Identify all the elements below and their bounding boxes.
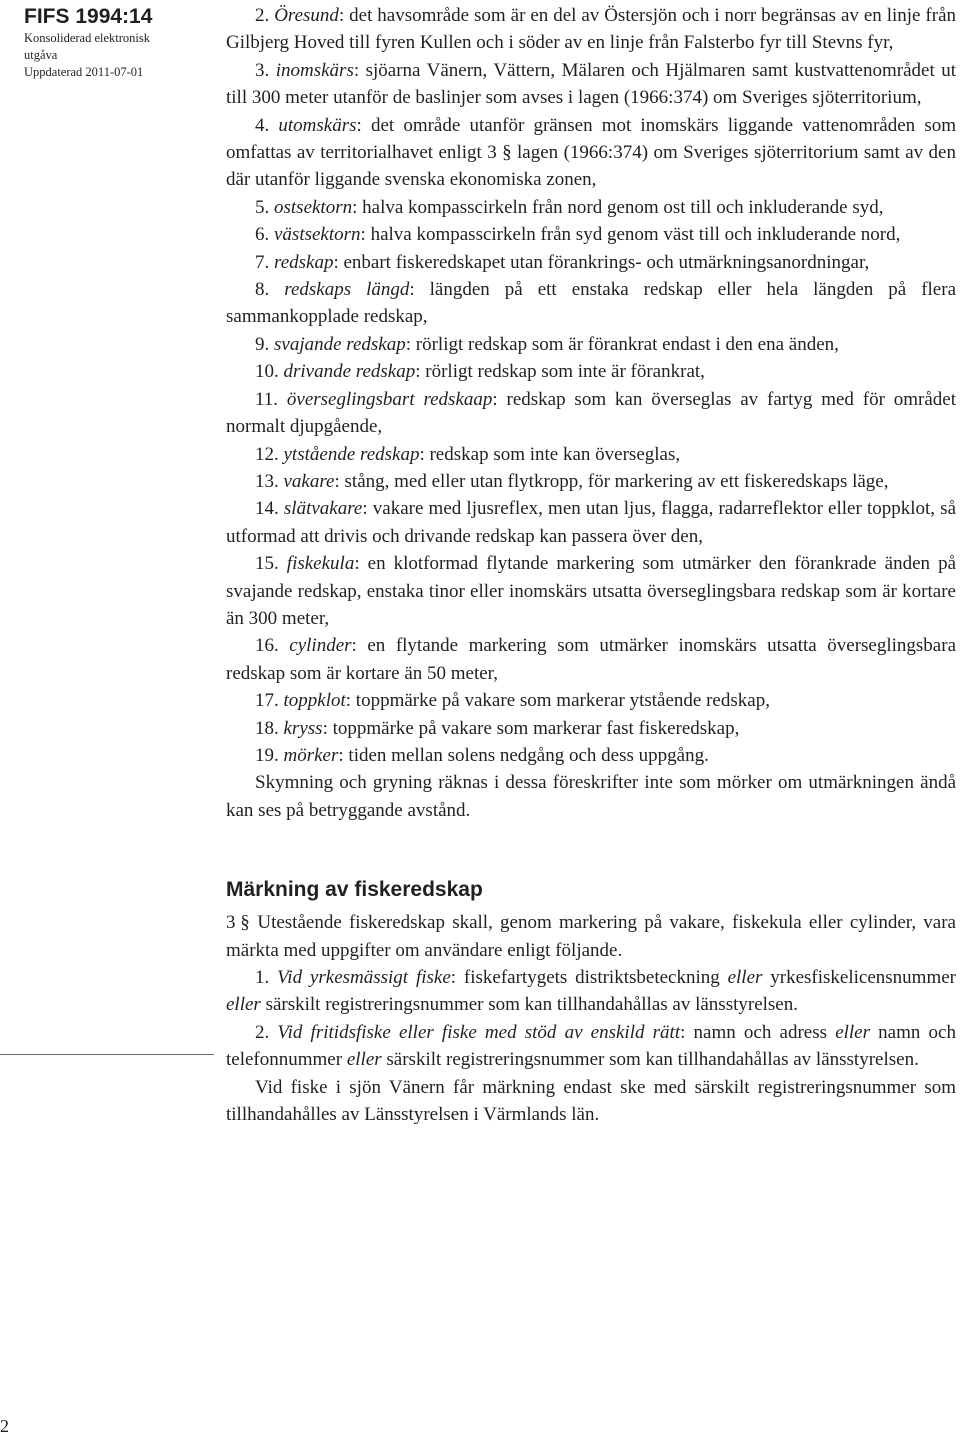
definition-text: : halva kompasscirkeln från nord genom ost till och inkluderande syd,: [352, 196, 884, 218]
definition-item: [226, 632, 956, 687]
definition-item: [226, 249, 956, 276]
publication-subtitle-1: Konsoliderad elektronisk: [24, 31, 151, 45]
definition-item: [226, 112, 956, 194]
definition-item: [226, 2, 956, 57]
definition-item: [226, 495, 956, 550]
or-word: eller: [835, 1021, 871, 1043]
definition-item: [226, 550, 956, 632]
item-lead: Vid yrkesmässigt fiske: [277, 967, 451, 988]
item-number: 1.: [255, 967, 278, 988]
definition-item: [226, 57, 956, 112]
definition-text: : stång, med eller utan flytkropp, för markering av ett fiskeredskaps läge,: [334, 470, 889, 492]
definition-text: : enbart fiskeredskapet utan förankrings- och utmärkningsanordningar,: [333, 251, 870, 273]
definition-text: : en klotformad flytande markering som utmärker den förankrade änden på svajande redskap, enstaka tinor eller inomskärs utsatta överseglingsbara redskap som är kortare än 300 meter,: [226, 553, 956, 629]
section-heading: Märkning av fiskeredskap: [226, 878, 483, 902]
definition-text: : sjöarna Vänern, Vättern, Mälaren och Hjälmaren samt kustvattenområdet ut till 300 meter utanför de baslinjer som avses i lagen (1966:374) om Sveriges sjöterritorium,: [226, 59, 956, 109]
definition-item: [226, 276, 956, 331]
definition-term: svajande redskap: [274, 333, 406, 355]
definition-term: vakare: [283, 470, 335, 492]
sidebar-header: [24, 4, 194, 81]
definition-text: : rörligt redskap som är förankrat endast i den ena änden,: [405, 333, 839, 355]
or-word: eller: [226, 994, 261, 1016]
definition-term: ostsektorn: [274, 196, 353, 218]
definition-term: överseglingsbart redskaap: [286, 388, 493, 410]
darkness-note: Skymning och gryning räknas i dessa föreskrifter inte som mörker om utmärkningen ändå kan ses på betryggande avstånd.: [226, 772, 956, 821]
definition-number: 18.: [255, 717, 284, 739]
definition-text: : toppmärke på vakare som markerar fast fiskeredskap,: [322, 717, 740, 739]
definition-text: : rörligt redskap som inte är förankrat,: [415, 361, 705, 383]
definition-text: : tiden mellan solens nedgång och dess uppgång.: [338, 744, 709, 766]
definition-item: [226, 358, 956, 385]
page-number: 2: [0, 1416, 9, 1436]
item-lead: Vid fritidsfiske eller fiske med stöd av enskild rätt: [277, 1021, 681, 1043]
definition-number: 10.: [255, 361, 284, 383]
item-number: 2.: [255, 1021, 278, 1043]
definition-item: [226, 468, 956, 495]
document-body: [226, 2, 956, 1128]
item-text: särskilt registreringsnummer som kan tillhandahållas av länsstyrelsen.: [260, 994, 798, 1016]
item-text: : fiskefartygets distriktsbeteckning: [450, 967, 728, 988]
definition-number: 14.: [255, 498, 284, 520]
definition-number: 3.: [255, 59, 276, 81]
margin-divider: [0, 1054, 214, 1055]
definition-number: 11.: [255, 388, 287, 410]
definition-number: 12.: [255, 443, 284, 465]
definition-term: redskap: [274, 251, 334, 273]
item-text: namn och telefonnummer: [226, 1021, 956, 1071]
definition-text: : en flytande markering som utmärker inomskärs utsatta överseglingsbara redskap som är kortare än 50 meter,: [226, 635, 956, 684]
definition-item: [226, 221, 956, 248]
definition-number: 13.: [255, 470, 284, 492]
item-text: särskilt registreringsnummer som kan tillhandahållas av länsstyrelsen.: [381, 1049, 919, 1071]
paragraph-number: 3 §: [226, 912, 250, 934]
definition-term: cylinder: [289, 635, 352, 657]
definition-text: : halva kompasscirkeln från syd genom väst till och inkluderande nord,: [360, 224, 901, 246]
definition-term: kryss: [283, 717, 323, 739]
vanern-note: Vid fiske i sjön Vänern får märkning endast ske med särskilt registreringsnummer som tillhandahålles av Länsstyrelsen i Värmlands län.: [226, 1076, 956, 1126]
definition-text: : det havsområde som är en del av Östersjön och i norr begränsas av en linje från Gilbjerg Hoved till fyren Kullen och i söder av en linje från Falsterbo fyr till Stevns fyr,: [226, 5, 956, 54]
definition-term: utomskärs: [278, 114, 357, 136]
definition-number: 4.: [255, 114, 279, 136]
definition-term: Öresund: [274, 5, 339, 26]
definition-text: : vakare med ljusreflex, men utan ljus, flagga, radarreflektor eller toppklot, så utformad att drivis och drivande redskap kan passera över den,: [226, 498, 957, 547]
definition-term: toppklot: [283, 690, 346, 712]
intro-text: Utestående fiskeredskap skall, genom markering på vakare, fiskekula eller cylinder, vara märkta med uppgifter om användare enligt följande.: [226, 912, 956, 961]
definition-term: ytstående redskap: [283, 443, 420, 465]
definition-item: [226, 331, 956, 358]
definition-term: inomskärs: [275, 59, 354, 81]
definition-text: : det område utanför gränsen mot inomskärs liggande vattenområden som omfattas av territorialhavet enligt 3 § lagen (1966:374) om Sveriges sjöterritorium samt av den där utanför liggande svenska ekonomiska zonen,: [226, 114, 956, 191]
update-date: Uppdaterad 2011-07-01: [24, 65, 144, 79]
definition-number: 9.: [255, 333, 274, 355]
section-intro: [226, 909, 956, 964]
definition-text: : redskap som kan överseglas av fartyg med för området normalt djupgående,: [226, 388, 956, 438]
publication-title: FIFS 1994:14: [24, 5, 153, 28]
definition-term: fiskekula: [286, 553, 355, 575]
marking-item-1: [226, 964, 956, 1019]
definition-text: : redskap som inte kan överseglas,: [419, 443, 681, 465]
or-word: eller: [346, 1049, 382, 1071]
definition-item: [226, 715, 956, 742]
item-text: yrkesfiskelicensnummer: [762, 967, 956, 988]
definition-number: 7.: [255, 251, 274, 273]
definition-text: : längden på ett enstaka redskap eller hela längden på flera sammankopplade redskap,: [226, 279, 957, 328]
definition-number: 16.: [255, 635, 290, 657]
marking-item-2: [226, 1019, 956, 1074]
definition-number: 15.: [255, 553, 287, 575]
definition-item: [226, 441, 956, 468]
definition-item: [226, 194, 956, 221]
definitions-list: [226, 2, 956, 769]
definition-term: mörker: [283, 744, 339, 766]
definition-term: slätvakare: [283, 498, 363, 520]
publication-subtitle-2: utgåva: [24, 48, 58, 62]
definition-text: : toppmärke på vakare som markerar ytstående redskap,: [345, 690, 770, 712]
definition-term: redskaps längd: [284, 279, 410, 301]
item-text: : namn och adress: [680, 1021, 836, 1043]
definition-term: drivande redskap: [283, 361, 416, 383]
definition-number: 17.: [255, 690, 284, 712]
definition-number: 19.: [255, 744, 284, 766]
definition-number: 8.: [255, 279, 285, 301]
definition-item: [226, 742, 956, 769]
definition-number: 5.: [255, 196, 274, 218]
definition-number: 6.: [255, 224, 274, 246]
definition-term: västsektorn: [274, 224, 361, 246]
definition-item: [226, 687, 956, 714]
or-word: eller: [727, 967, 763, 988]
definition-number: 2.: [255, 5, 275, 26]
definition-item: [226, 386, 956, 441]
